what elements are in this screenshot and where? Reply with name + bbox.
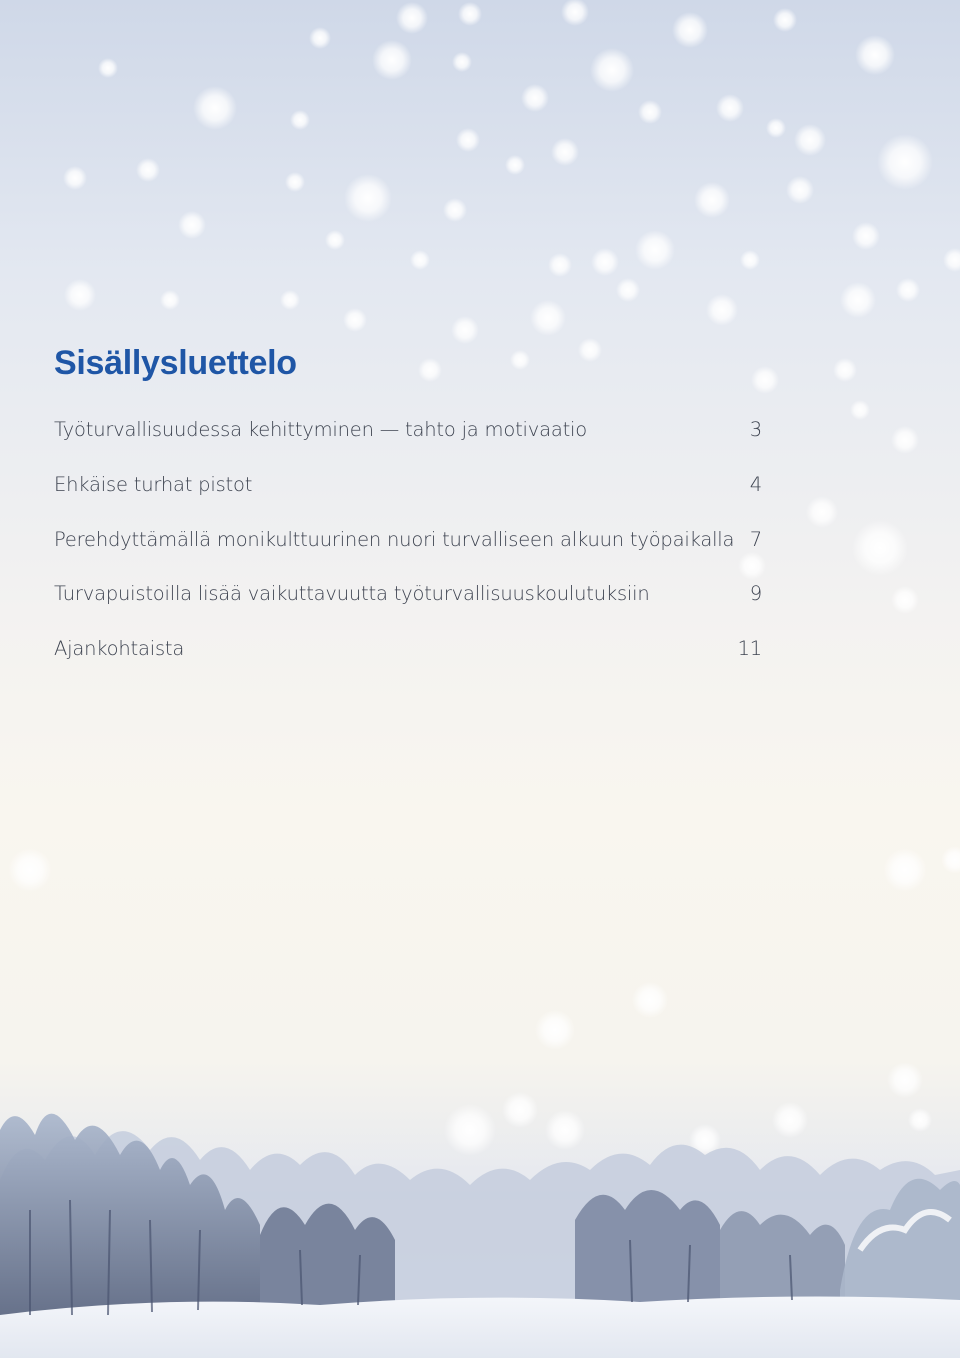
toc-entry-page: 11 xyxy=(737,637,762,660)
toc-entry-page: 9 xyxy=(749,582,762,605)
winter-forest-illustration xyxy=(0,1060,960,1358)
toc-entry-title: Ajankohtaista xyxy=(54,637,185,660)
toc-entry[interactable] xyxy=(54,418,762,448)
toc-entry-page: 3 xyxy=(749,418,762,441)
toc-entry-page: 7 xyxy=(749,528,762,551)
toc-entry-title: Ehkäise turhat pistot xyxy=(54,473,253,496)
toc-entry-page: 4 xyxy=(749,473,762,496)
toc-heading: Sisällysluettelo xyxy=(54,344,297,382)
toc-entry-title: Turvapuistoilla lisää vaikuttavuutta työturvallisuuskoulutuksiin xyxy=(54,582,650,605)
toc-entry-title: Työturvallisuudessa kehittyminen — tahto ja motivaatio xyxy=(54,418,587,441)
toc-entry[interactable] xyxy=(54,528,762,558)
toc-entry[interactable] xyxy=(54,473,762,503)
toc-entry-title: Perehdyttämällä monikulttuurinen nuori turvalliseen alkuun työpaikalla xyxy=(54,528,735,551)
toc-entry[interactable] xyxy=(54,637,762,667)
toc-entry[interactable] xyxy=(54,582,762,612)
